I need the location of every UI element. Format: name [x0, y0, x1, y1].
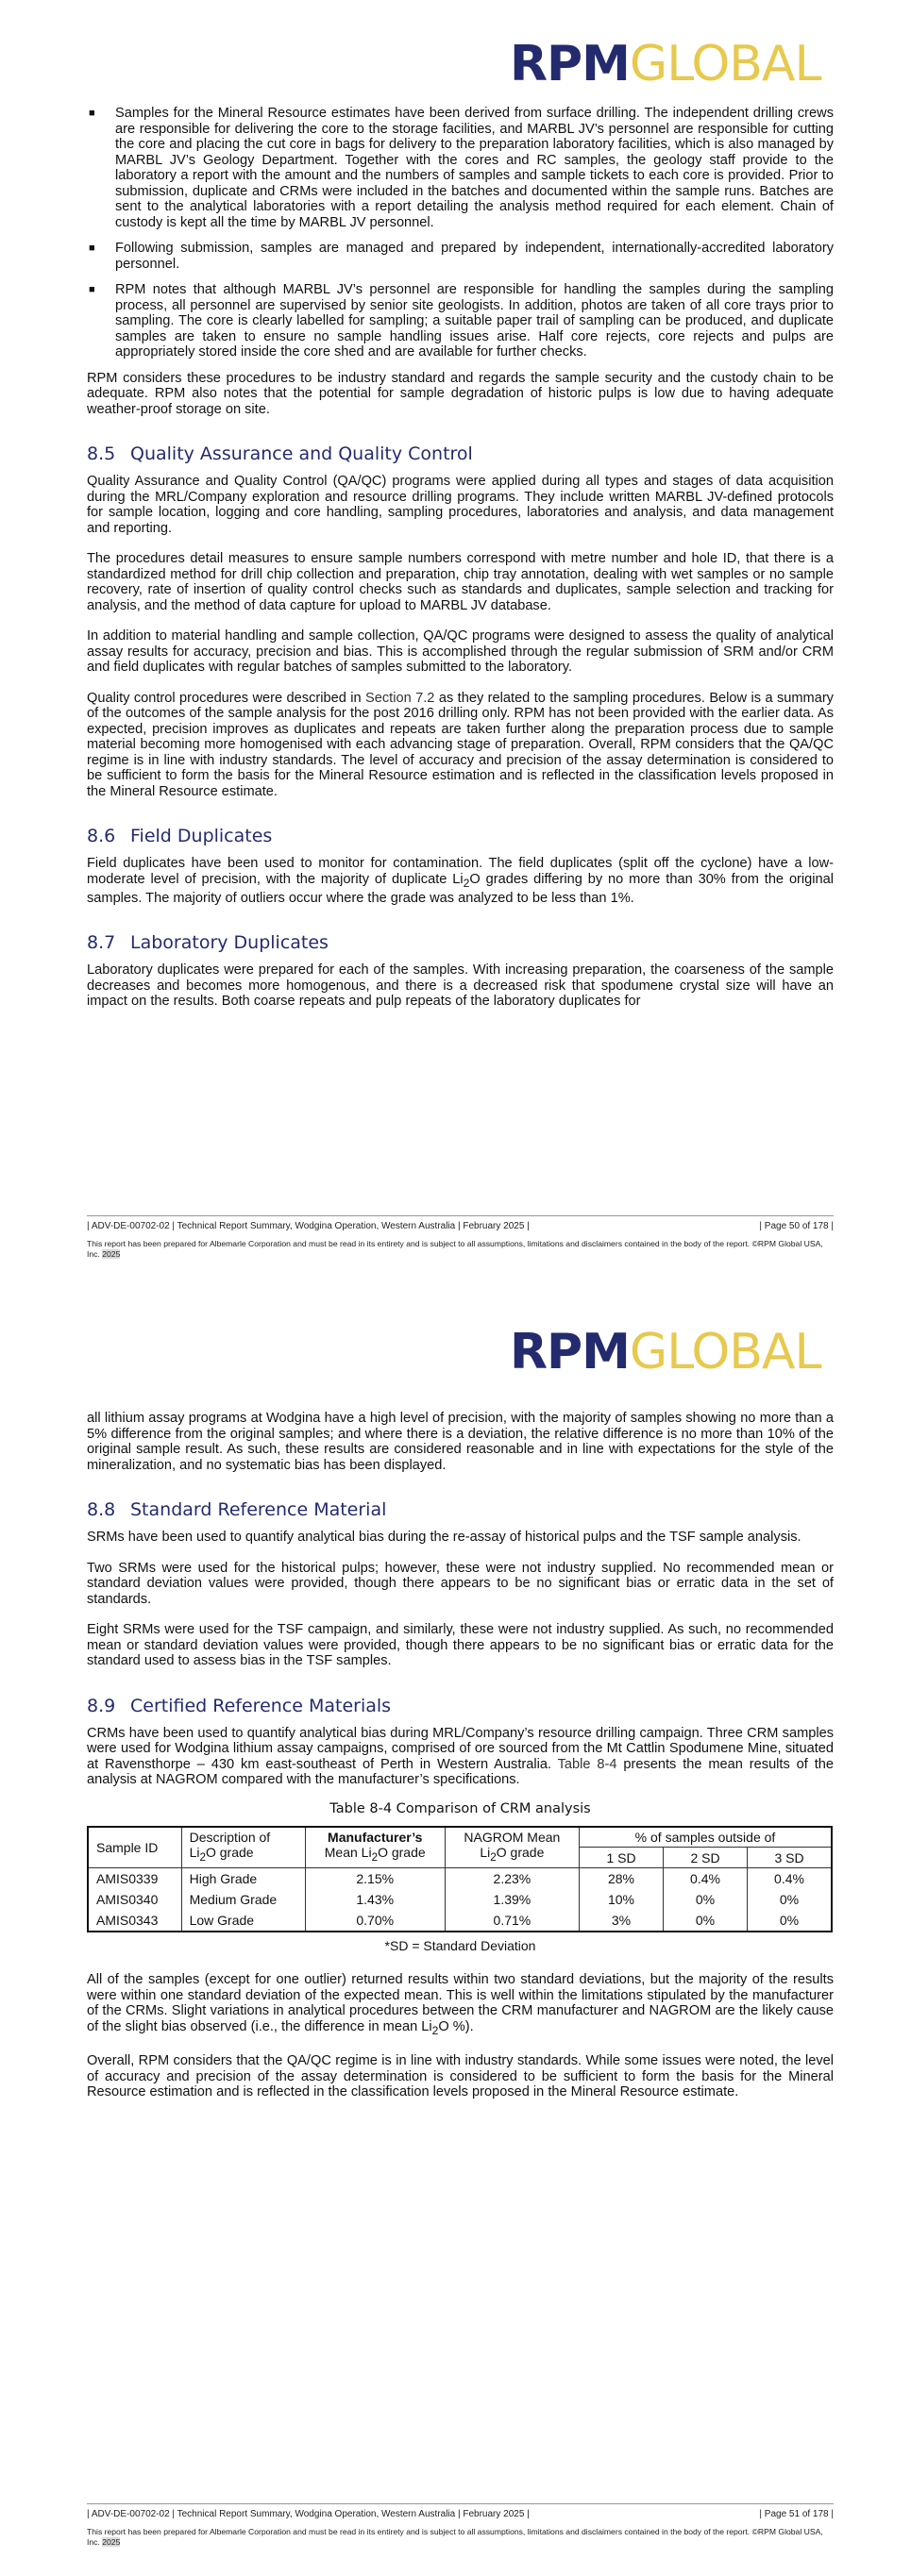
- header-1sd: 1 SD: [580, 1848, 664, 1867]
- table-caption: Table 8-4 Comparison of CRM analysis: [329, 1800, 591, 1816]
- bullet-icon: ■: [89, 284, 95, 295]
- section-8-9-heading: 8.9 Certified Reference Materials: [87, 1695, 392, 1716]
- footer-disclaimer: This report has been prepared for Albemarle Corporation and must be read in its entirety and is subject to all assumptions, limitations and disclaimers contained in the body of the report. ©RPM Global USA, Inc. 2025: [87, 1239, 823, 1259]
- crm-results-paragraph: All of the samples (except for one outlier) returned results within two standard deviations, but the majority of the results were within one standard deviation of the expected mean. This is well within the limitations stipulated by the manufacturer of the CRMs. Slight variations in analytical procedures between the CRM manufacturer and NAGROM are the likely cause of the slight bias observed (i.e., the difference in mean $Li_2O$ %).: [87, 1972, 834, 2037]
- list-item: ■ Following submission, samples are managed and prepared by independent, internationally-accredited laboratory personnel.: [89, 241, 834, 272]
- list-item: ■ RPM notes that although MARBL JV’s personnel are responsible for handling the samples during the sampling process, all personnel are supervised by senior site geologists. In addition, photos are taken of all core trays prior to sampling. The core is clearly labelled for sampling; a suitable paper trail of sampling can be produced, and duplicate samples are taken to ensure no sample handling issues arise. Half core rejects, core rejects and pulps are appropriately stored inside the core shed and are available for further checks.: [89, 282, 834, 360]
- page-51-body: [87, 1411, 834, 2116]
- section-8-7-heading: 8.7 Laboratory Duplicates: [87, 932, 329, 954]
- qaqc-paragraph-1: Quality Assurance and Quality Control (QA/QC) programs were applied during all types and stages of data acquisition during the MRL/Company exploration and resource drilling programs. They include written MARBL JV-defined protocols for sample location, logging and core handling, sampling procedures, laboratories and analysis, and data management and reporting.: [87, 474, 834, 536]
- logo-rpm: RPM: [510, 1324, 630, 1380]
- srm-paragraph-3: Eight SRMs were used for the TSF campaign, and similarly, these were not industry supplied. As such, no recommended mean or standard deviation values were provided, though there appears to be no significant bias or erratic data for the standard used to assess bias in the TSF samples.: [87, 1622, 834, 1668]
- section-8-5-heading: 8.5 Quality Assurance and Quality Control: [87, 443, 473, 464]
- header-description: Description of $Li_2O$ grade: [181, 1827, 305, 1867]
- page-51: [0, 1288, 911, 2576]
- custody-bullet-list: [87, 106, 834, 360]
- logo-global: GLOBAL: [629, 36, 821, 92]
- bullet-icon: ■: [89, 243, 95, 254]
- lab-duplicates-continued: all lithium assay programs at Wodgina have a high level of precision, with the majority of samples showing no more than a 5% difference from the original samples; and where there is a deviation, the relative difference is no more than 10% of the original sample result. As such, these results are considered reasonable and in line with expectations for the style of the mineralization, and no systematic bias has been displayed.: [87, 1411, 834, 1473]
- rpm-global-logo: [510, 36, 821, 92]
- header-manufacturer-mean: Manufacturer’s Mean $Li_2O$ grade: [305, 1827, 445, 1867]
- section-8-6-heading: 8.6 Field Duplicates: [87, 826, 273, 846]
- header-pct-outside: % of samples outside of: [580, 1827, 833, 1848]
- header-sample-id: Sample ID: [88, 1827, 181, 1867]
- logo-rpm: RPM: [510, 36, 630, 92]
- srm-paragraph-1: SRMs have been used to quantify analytical bias during the re-assay of historical pulps and the TSF sample analysis.: [87, 1530, 801, 1545]
- page-50-footer: [87, 1215, 834, 1259]
- qaqc-paragraph-2: The procedures detail measures to ensure sample numbers correspond with metre number and hole ID, that there is a standardized method for drill chip collection and preparation, chip tray annotation, dealing with wet samples or no sample recovery, rate of insertion of quality control checks such as standards and duplicates, sample selection and tracking for analysis, and the method of data capture for upload to MARBL JV database.: [87, 551, 834, 613]
- bullet-icon: ■: [89, 108, 95, 119]
- srm-paragraph-2: Two SRMs were used for the historical pulps; however, these were not industry supplied. No recommended mean or standard deviation values were provided, though there appears to be no significant bias or erratic data in the set of standards.: [87, 1560, 834, 1607]
- qaqc-paragraph-3: In addition to material handling and sample collection, QA/QC programs were designed to assess the quality of analytical assay results for accuracy, precision and bias. This is accomplished through the regular submission of SRM and/or CRM and field duplicates with regular batches of samples submitted to the laboratory.: [87, 628, 834, 675]
- footer-page-number: | Page 50 of 178 |: [759, 1221, 834, 1231]
- footer-disclaimer: This report has been prepared for Albemarle Corporation and must be read in its entirety and is subject to all assumptions, limitations and disclaimers contained in the body of the report. ©RPM Global USA, Inc. 2025: [87, 2527, 823, 2547]
- lab-duplicates-paragraph: Laboratory duplicates were prepared for each of the samples. With increasing preparation, the coarseness of the sample decreases and becomes more homogenous, and there is a decreased risk that spodumene crystal size will have an impact on the results. Both coarse repeats and pulp repeats of the laboratory duplicates for: [87, 962, 834, 1010]
- rpm-global-logo: [510, 1324, 821, 1380]
- section-8-8-heading: 8.8 Standard Reference Material: [87, 1499, 387, 1520]
- custody-paragraph: RPM considers these procedures to be industry standard and regards the sample security and the custody chain to be adequate. RPM also notes that the potential for sample degradation of historic pulps is low due to having adequate weather-proof storage on site.: [87, 370, 834, 417]
- crm-comparison-table: [87, 1826, 833, 1932]
- table-footnote: *SD = Standard Deviation: [384, 1937, 536, 1953]
- list-item: ■ Samples for the Mineral Resource estimates have been derived from surface drilling. The independent drilling crews are responsible for delivering the core to the storage facilities, and MARBL JV’s personnel are responsible for cutting the core and placing the cut core in bags for delivery to the preparation laboratory facilities, which is also managed by MARBL JV’s Geology Department. Together with the cores and RC samples, the geology staff provide to the laboratory a report with the amount and the numbers of samples and sample tickets to each core is provided. Prior to submission, duplicate and CRMs were included in the batches and documented within the sample runs. Batches are sent to the analytical laboratories with a report detailing the analysis method required for each element. Chain of custody is kept all the time by MARBL JV personnel.: [89, 106, 834, 230]
- overall-paragraph: Overall, RPM considers that the QA/QC regime is in line with industry standards. While some issues were noted, the level of accuracy and precision of the assay determination is considered to be sufficient to form the basis for the Mineral Resource estimation and is reflected in the classification levels proposed in the Mineral Resource estimate.: [87, 2053, 834, 2100]
- footer-doc-info: | ADV-DE-00702-02 | Technical Report Summary, Wodgina Operation, Western Australia | February 2025 |: [87, 1221, 530, 1231]
- table-8-4-link[interactable]: Table 8-4: [557, 1756, 617, 1772]
- crm-paragraph: CRMs have been used to quantify analytical bias during MRL/Company’s resource drilling campaign. Three CRM samples were used for Wodgina lithium assay campaigns, comprised of ore sourced from the Mt Cattlin Spodumene Mine, situated at Ravensthorpe – 430 km east-southeast of Perth in Western Australia. Table 8-4 presents the mean results of the analysis at NAGROM compared with the manufacturer’s specifications.: [87, 1725, 834, 1787]
- field-duplicates-paragraph: Field duplicates have been used to monitor for contamination. The field duplicates (split off the cyclone) have a low-moderate level of precision, with the majority of duplicate $Li_2O$ grades differing by no more than 30% from the original samples. The majority of outliers occur where the grade was analyzed to be less than 1%.: [87, 856, 834, 906]
- table-row: AMIS0343 Low Grade 0.70% 0.71% 3% 0% 0%: [88, 1910, 832, 1932]
- table-row: AMIS0339 High Grade 2.15% 2.23% 28% 0.4% 0.4%: [88, 1867, 832, 1889]
- qaqc-paragraph-4: Quality control procedures were described in Section 7.2 as they related to the sampling procedures. Below is a summary of the outcomes of the sample analysis for the post 2016 drilling only. RPM has not been provided with the earlier data. As expected, precision improves as duplicates and repeats are taken further along the preparation process due to sample material becoming more homogenised with each advancing stage of preparation. Overall, RPM considers that the QA/QC regime is in line with industry standards. The level of accuracy and precision of the assay determination is considered to be sufficient to form the basis for the Mineral Resource estimation and is reflected in the classification levels proposed in the Mineral Resource estimate.: [87, 690, 834, 799]
- header-nagrom-mean: NAGROM Mean $Li_2O$ grade: [445, 1827, 579, 1867]
- section-7-2-link[interactable]: Section 7.2: [365, 690, 435, 706]
- footer-page-number: | Page 51 of 178 |: [759, 2509, 834, 2519]
- header-2sd: 2 SD: [664, 1848, 748, 1867]
- page-50-body: [87, 106, 834, 1025]
- footer-doc-info: | ADV-DE-00702-02 | Technical Report Summary, Wodgina Operation, Western Australia | February 2025 |: [87, 2509, 530, 2519]
- page-51-footer: [87, 2503, 834, 2547]
- logo-global: GLOBAL: [629, 1324, 821, 1380]
- header-3sd: 3 SD: [748, 1848, 833, 1867]
- table-row: AMIS0340 Medium Grade 1.43% 1.39% 10% 0% 0%: [88, 1889, 832, 1910]
